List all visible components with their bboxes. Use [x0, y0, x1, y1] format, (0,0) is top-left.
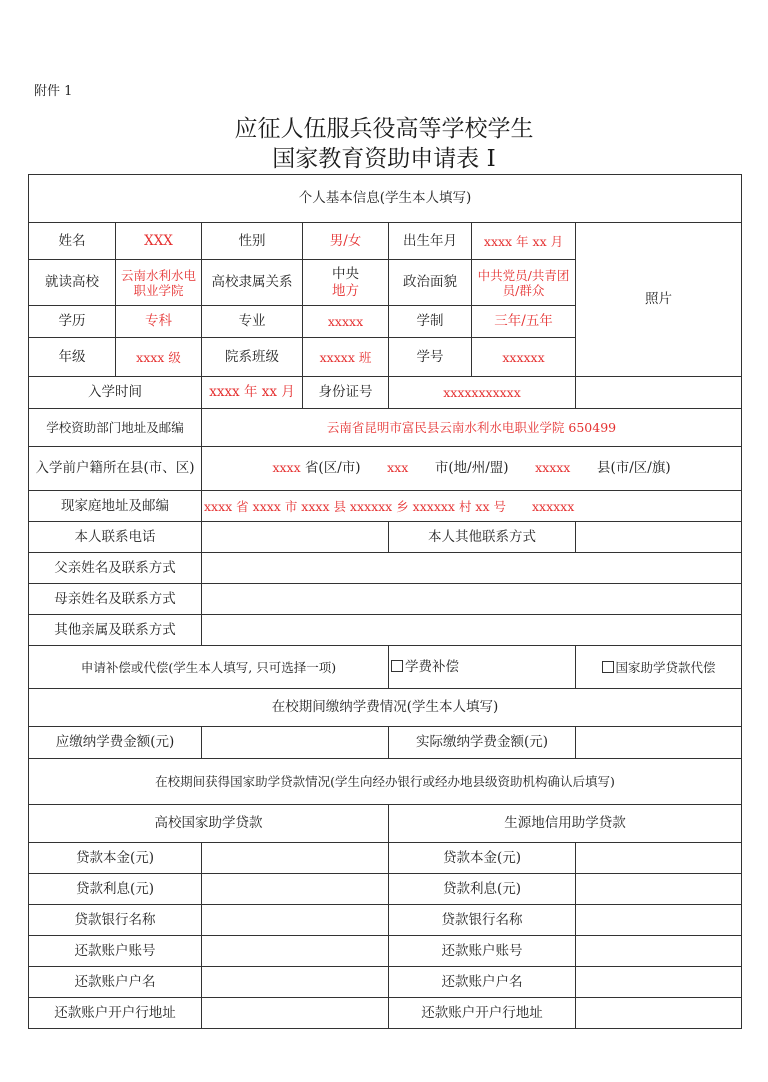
- affiliation-value[interactable]: [303, 260, 389, 306]
- hukou-province-unit: 省(区/市): [304, 460, 361, 476]
- origin-loan-account-label: 还款账户账号: [389, 936, 576, 967]
- origin-loan-interest-value[interactable]: [576, 874, 742, 905]
- birth-value[interactable]: xxxx 年 xx 月: [472, 223, 576, 260]
- school-loan-branch-label: 还款账户开户行地址: [29, 998, 202, 1029]
- section-tuition: 在校期间缴纳学费情况(学生本人填写): [29, 689, 742, 727]
- affiliation-local: 地方: [332, 282, 359, 299]
- mother-value[interactable]: [202, 584, 742, 615]
- option-tuition-label: 学费补偿: [405, 658, 459, 675]
- school-loan-holder-label: 还款账户户名: [29, 967, 202, 998]
- enroll-label: 入学时间: [29, 377, 202, 409]
- school-loan-interest-value[interactable]: [202, 874, 389, 905]
- id-card-label: 身份证号: [303, 377, 389, 409]
- birth-label: 出生年月: [389, 223, 472, 260]
- other-contact-label: 本人其他联系方式: [389, 522, 576, 553]
- tuition-paid-value[interactable]: [576, 727, 742, 759]
- tuition-paid-label: 实际缴纳学费金额(元): [389, 727, 576, 759]
- origin-loan-holder-value[interactable]: [576, 967, 742, 998]
- father-value[interactable]: [202, 553, 742, 584]
- checkbox-icon[interactable]: [391, 660, 403, 672]
- photo-cell[interactable]: 照片: [576, 223, 742, 377]
- degree-value[interactable]: 专科: [116, 306, 202, 338]
- blank-cell: [576, 377, 742, 409]
- mother-label: 母亲姓名及联系方式: [29, 584, 202, 615]
- origin-loan-principal-label: 贷款本金(元): [389, 843, 576, 874]
- father-label: 父亲姓名及联系方式: [29, 553, 202, 584]
- school-loan-bank-value[interactable]: [202, 905, 389, 936]
- checkbox-icon[interactable]: [602, 661, 614, 673]
- option-loan-label: 国家助学贷款代偿: [615, 659, 716, 675]
- duration-value[interactable]: 三年/五年: [472, 306, 576, 338]
- relative-label: 其他亲属及联系方式: [29, 615, 202, 646]
- relative-value[interactable]: [202, 615, 742, 646]
- other-contact-value[interactable]: [576, 522, 742, 553]
- aid-dept-value[interactable]: 云南省昆明市富民县云南水利水电职业学院 650499: [202, 409, 742, 447]
- aid-dept-label: 学校资助部门地址及邮编: [29, 409, 202, 447]
- degree-label: 学历: [29, 306, 116, 338]
- attachment-label: 附件 1: [34, 84, 73, 99]
- duration-label: 学制: [389, 306, 472, 338]
- class-label: 院系班级: [202, 338, 303, 377]
- gender-label: 性别: [202, 223, 303, 260]
- hukou-county: xxxxx: [535, 460, 571, 475]
- enroll-value[interactable]: xxxx 年 xx 月: [202, 377, 303, 409]
- origin-loan-principal-value[interactable]: [576, 843, 742, 874]
- option-tuition[interactable]: [389, 646, 576, 689]
- origin-loan-interest-label: 贷款利息(元): [389, 874, 576, 905]
- tuition-due-value[interactable]: [202, 727, 389, 759]
- major-label: 专业: [202, 306, 303, 338]
- origin-loan-holder-label: 还款账户户名: [389, 967, 576, 998]
- origin-loan-branch-label: 还款账户开户行地址: [389, 998, 576, 1029]
- school-loan-branch-value[interactable]: [202, 998, 389, 1029]
- grade-value[interactable]: xxxx 级: [116, 338, 202, 377]
- affiliation-central: 中央: [332, 265, 359, 282]
- class-value[interactable]: xxxxx 班: [303, 338, 389, 377]
- section-personal-info: 个人基本信息(学生本人填写): [29, 175, 742, 223]
- gender-value[interactable]: 男/女: [303, 223, 389, 260]
- school-loan-bank-label: 贷款银行名称: [29, 905, 202, 936]
- hukou-county-unit: 县(市/区/旗): [596, 460, 671, 476]
- aid-application-form: [28, 174, 742, 1029]
- school-loan-principal-label: 贷款本金(元): [29, 843, 202, 874]
- loan-origin-header: 生源地信用助学贷款: [389, 805, 742, 843]
- id-card-value[interactable]: xxxxxxxxxxx: [389, 377, 576, 409]
- name-value[interactable]: XXX: [116, 223, 202, 260]
- section-loan: 在校期间获得国家助学贷款情况(学生向经办银行或经办地县级资助机构确认后填写): [29, 759, 742, 805]
- hukou-value[interactable]: [202, 447, 742, 491]
- hukou-city-unit: 市(地/州/盟): [434, 460, 509, 476]
- phone-value[interactable]: [202, 522, 389, 553]
- hukou-label: 入学前户籍所在县(市、区): [29, 447, 202, 491]
- origin-loan-bank-label: 贷款银行名称: [389, 905, 576, 936]
- name-label: 姓名: [29, 223, 116, 260]
- home-address: xxxx 省 xxxx 市 xxxx 县 xxxxxx 乡 xxxxxx 村 xx 号: [204, 498, 506, 514]
- loan-school-header: 高校国家助学贷款: [29, 805, 389, 843]
- grade-label: 年级: [29, 338, 116, 377]
- hukou-province: xxxx: [272, 460, 301, 475]
- school-loan-principal-value[interactable]: [202, 843, 389, 874]
- origin-loan-bank-value[interactable]: [576, 905, 742, 936]
- affiliation-label: 高校隶属关系: [202, 260, 303, 306]
- home-postcode: xxxxxx: [531, 498, 575, 514]
- tuition-due-label: 应缴纳学费金额(元): [29, 727, 202, 759]
- school-loan-interest-label: 贷款利息(元): [29, 874, 202, 905]
- politics-value[interactable]: 中共党员/共青团员/群众: [472, 260, 576, 306]
- school-value[interactable]: 云南水利水电职业学院: [116, 260, 202, 306]
- student-id-label: 学号: [389, 338, 472, 377]
- form-title-line1: 应征人伍服兵役高等学校学生: [234, 116, 534, 142]
- school-label: 就读高校: [29, 260, 116, 306]
- major-value[interactable]: xxxxx: [303, 306, 389, 338]
- school-loan-holder-value[interactable]: [202, 967, 389, 998]
- school-loan-account-label: 还款账户账号: [29, 936, 202, 967]
- origin-loan-branch-value[interactable]: [576, 998, 742, 1029]
- home-value-cell[interactable]: [202, 491, 742, 522]
- politics-label: 政治面貌: [389, 260, 472, 306]
- origin-loan-account-value[interactable]: [576, 936, 742, 967]
- hukou-city: xxx: [387, 460, 409, 475]
- home-label: 现家庭地址及邮编: [29, 491, 202, 522]
- school-loan-account-value[interactable]: [202, 936, 389, 967]
- apply-label: 申请补偿或代偿(学生本人填写, 只可选择一项): [29, 646, 389, 689]
- form-title-line2: 国家教育资助申请表 I: [272, 146, 496, 172]
- student-id-value[interactable]: xxxxxx: [472, 338, 576, 377]
- phone-label: 本人联系电话: [29, 522, 202, 553]
- option-loan[interactable]: [576, 646, 742, 689]
